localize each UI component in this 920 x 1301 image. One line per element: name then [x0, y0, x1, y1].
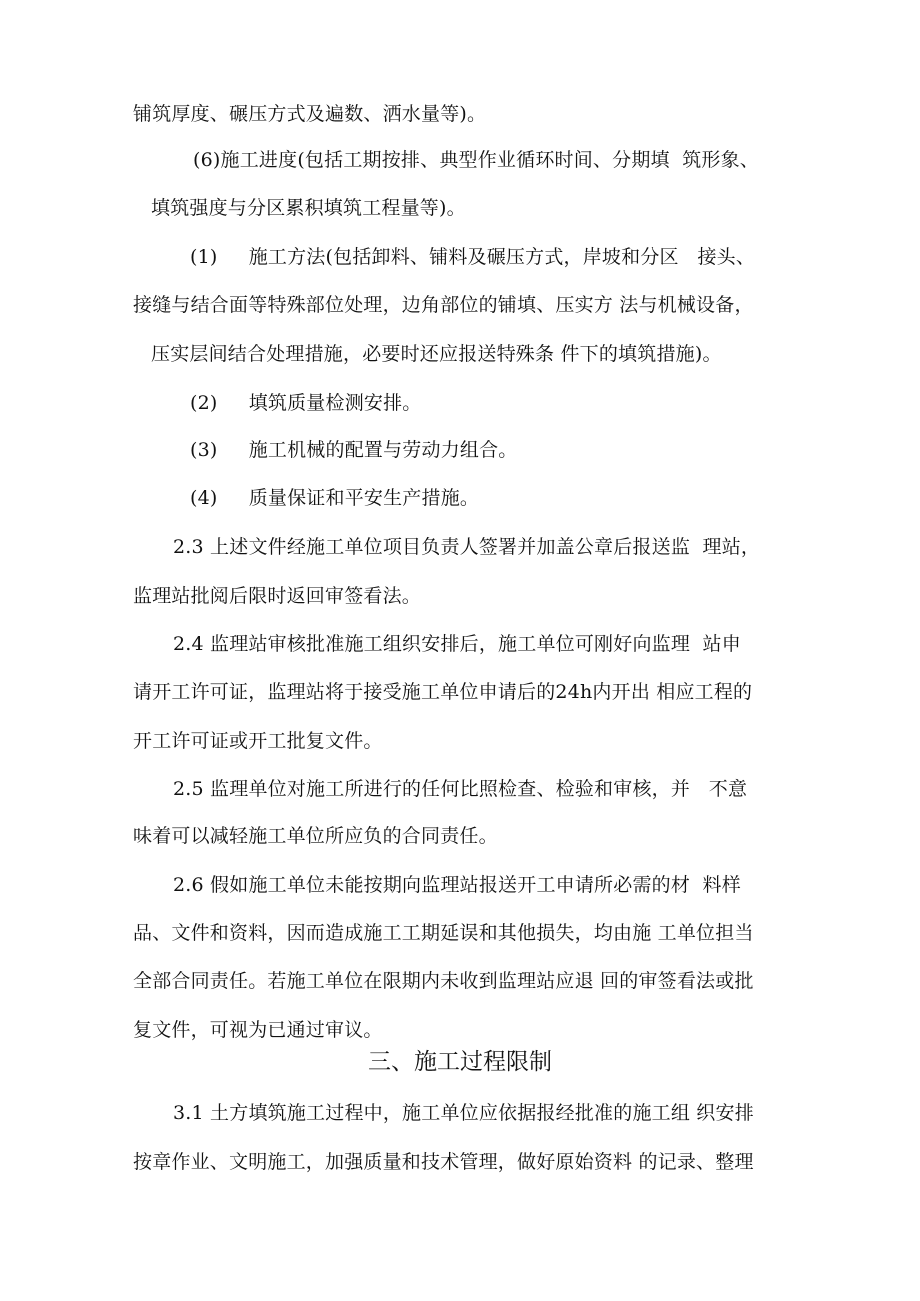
text-line: (2) 填筑质量检测安排。	[190, 392, 422, 414]
text-line: (6)施工进度(包括工期按排、典型作业循环时间、分期填 筑形象、	[193, 149, 760, 171]
text-line: 按章作业、文明施工，加强质量和技术管理，做好原始资料 的记录、整理	[133, 1151, 754, 1173]
text-line: 3.1 土方填筑施工过程中，施工单位应依据报经批准的施工组 织安排	[173, 1102, 754, 1124]
text-line: 品、文件和资料，因而造成施工工期延误和其他损失，均由施 工单位担当	[133, 922, 754, 944]
section-heading: 三、施工过程限制	[368, 1049, 552, 1075]
text-line: 味着可以减轻施工单位所应负的合同责任。	[133, 825, 498, 847]
text-line: 复文件，可视为已通过审议。	[133, 1019, 383, 1041]
text-line: (1) 施工方法(包括卸料、铺料及碾压方式，岸坡和分区 接头、	[190, 246, 756, 268]
text-line: 2.6 假如施工单位未能按期向监理站报送开工申请所必需的材 料样	[173, 874, 741, 896]
text-line: 填筑强度与分区累积填筑工程量等)。	[151, 197, 466, 219]
text-line: 全部合同责任。若施工单位在限期内未收到监理站应退 回的审签看法或批	[133, 970, 754, 992]
text-line: 请开工许可证，监理站将于接受施工单位申请后的24h内开出 相应工程的	[133, 681, 753, 703]
text-line: 铺筑厚度、碾压方式及遍数、洒水量等)。	[133, 103, 487, 125]
text-line: 2.3 上述文件经施工单位项目负责人签署并加盖公章后报送监 理站，	[173, 536, 761, 558]
text-line: (3) 施工机械的配置与劳动力组合。	[190, 439, 518, 461]
text-line: 2.4 监理站审核批准施工组织安排后，施工单位可刚好向监理 站申	[173, 633, 741, 655]
text-line: 监理站批阅后限时返回审签看法。	[133, 585, 422, 607]
text-line: 接缝与结合面等特殊部位处理，边角部位的铺填、压实方 法与机械设备，	[133, 294, 754, 316]
text-line: 开工许可证或开工批复文件。	[133, 730, 383, 752]
text-line: (4) 质量保证和平安生产措施。	[190, 487, 480, 509]
text-line: 2.5 监理单位对施工所进行的任何比照检查、检验和审核，并 不意	[173, 778, 748, 800]
text-line: 压实层间结合处理措施，必要时还应报送特殊条 件下的填筑措施)。	[151, 343, 722, 365]
